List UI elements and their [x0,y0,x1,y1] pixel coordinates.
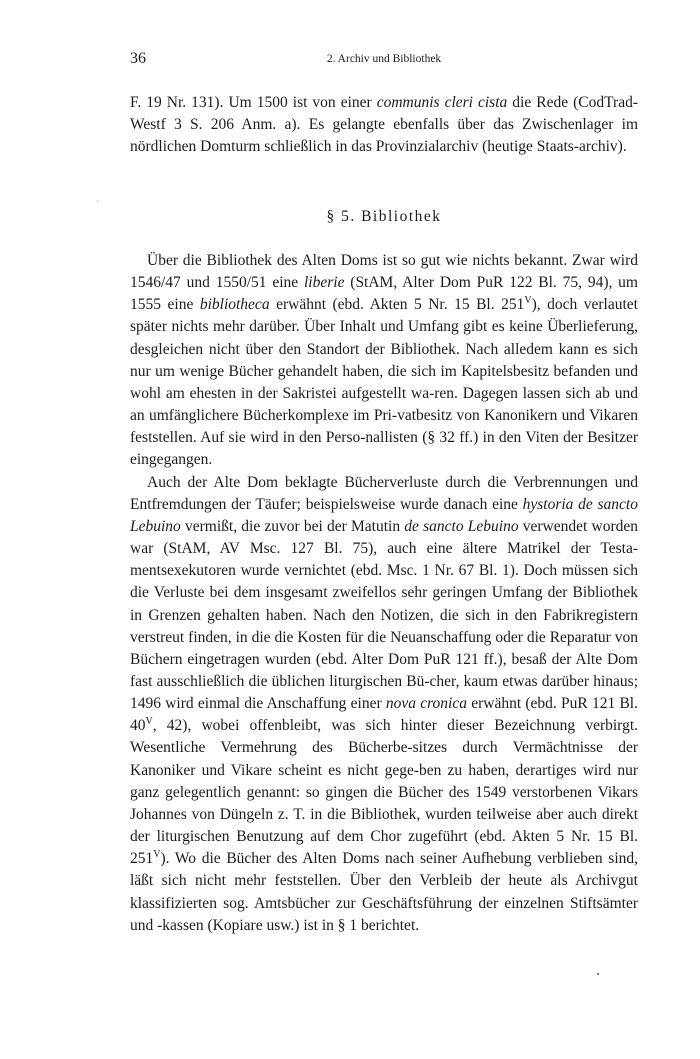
paragraph [130,472,638,937]
text-run: vermißt, die zuvor bei der Matutin [180,517,405,535]
text-run: die Rede (CodTrad-Westf 3 S. 206 Anm. a). Es gelangte ebenfalls über das Zwischenlager im nördlichen Domturm schließlich in das Provinzialarchiv (heutige Staats-archiv). [130,94,638,156]
text-run: ), doch verlautet später nichts mehr darüber. Über Inhalt und Umfang gibt es keine Überlieferung, desgleichen nicht über den Standort der Bibliothek. Nach alledem kann es sich nur um wenige Bücher gehandelt haben, die sich im Kapitelsbesitz befanden und wohl am ehesten in der Sakristei aufgestellt wa-ren. Dagegen lassen sich ab und an umfänglichere Bücherkomplexe im Pri-vatbesitz von Kanonikern und Vikaren feststellen. Auf sie wird in den Perso-nallisten (§ 32 ff.) in den Viten der Besitzer eingegangen. [130,296,638,469]
running-head [130,50,638,70]
paragraph [130,250,638,472]
italic-term: bibliotheca [199,296,270,314]
italic-term: hystoria de sancto Lebuino [130,495,638,535]
text-run: Auch der Alte Dom beklagte Bücherverluste durch die Verbrennungen und Entfremdungen der Täufer; beispielsweise wurde danach eine [130,473,638,513]
superscript: V [524,295,532,307]
text-run: erwähnt (ebd. Akten 5 Nr. 15 Bl. 251 [269,296,525,314]
section-heading: § 5. Bibliothek [326,208,442,225]
text-run: F. 19 Nr. 131). Um 1500 ist von einer [130,94,377,111]
text-run: , 42), wobei offenbleibt, was sich hinter dieser Bezeichnung verbirgt. Wesentliche Vermehrung des Bücherbe-sitzes durch Vermächtnisse der Kanoniker und Vikare scheint es nicht gege-ben zu haben, derartiges wird nur ganz gelegentlich genannt: so gingen die Bücher des 1549 verstorbenen Vikars Johannes von Düngeln z. T. in die Bibliothek, wurden teilweise aber auch direkt der liturgischen Benutzung auf dem Chor zugeführt (ebd. Akten 5 Nr. 15 Bl. 251 [130,717,638,868]
scan-speck [597,973,599,975]
superscript: V [145,716,153,728]
text-run: erwähnt (ebd. PuR 121 Bl. 40 [130,695,638,735]
running-title: 2. Archiv und Bibliothek [326,53,442,65]
text-run: verwendet worden war (StAM, AV Msc. 127 Bl. 75), auch eine ältere Matrikel der Testa-mentsexekutoren wurde vernichtet (ebd. Msc. 1 Nr. 67 Bl. 1). Doch müssen sich die Verluste bei dem insgesamt zweifellos sehr geringen Umfang der Bibliothek in Grenzen gehalten haben. Nach den Notizen, die sich in den Fabrikregistern verstreut finden, in die die Kosten für die Neuanschaffung oder die Reparatur von Büchern eingetragen wurden (ebd. Alter Dom PuR 121 ff.), besaß der Alte Dom fast ausschließlich die üblichen liturgischen Bü-cher, kaum etwas darüber hinaus; 1496 wird einmal die Anschaffung einer [130,517,638,713]
scan-speck [97,200,98,201]
text-run: (StAM, Alter Dom PuR 122 Bl. 75, 94), um 1555 eine [130,274,638,314]
text-run: Über die Bibliothek des Alten Doms ist so gut wie nichts bekannt. Zwar wird 1546/47 und 1550/51 eine [130,252,638,292]
superscript: V [153,849,161,861]
page-number: 36 [130,50,146,67]
text-run: ). Wo die Bücher des Alten Doms nach seiner Aufhebung verblieben sind, läßt sich nicht mehr feststellen. Über den Verbleib der heute als Archivgut klassifizierten sog. Amtsbücher zur Geschäftsführung der einzelnen Stiftsämter und -kassen (Kopiare usw.) ist in § 1 berichtet. [130,850,638,934]
section-body [130,250,638,937]
paragraph [130,92,638,158]
continued-paragraph [130,92,638,158]
italic-term: liberie [303,274,345,292]
italic-term: nova cronica [385,695,467,713]
italic-term: de sancto Lebuino [404,517,519,535]
italic-term: communis cleri cista [376,94,508,111]
